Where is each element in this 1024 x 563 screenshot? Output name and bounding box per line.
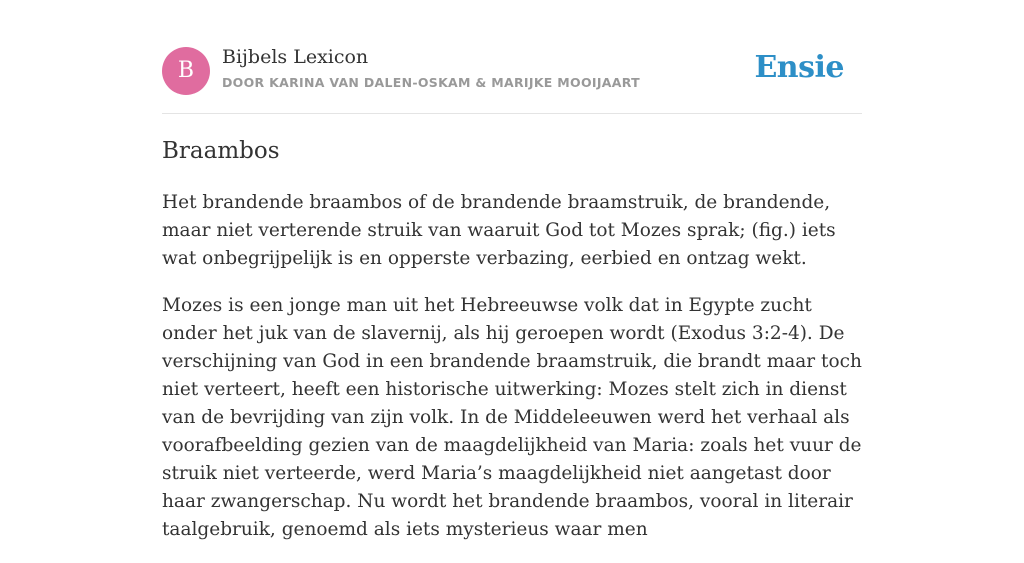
- avatar[interactable]: B: [162, 47, 210, 95]
- ensie-logo[interactable]: Ensie: [754, 50, 844, 85]
- entry-title: Braambos: [162, 138, 280, 164]
- definition-paragraph: Het brandende braambos of de brandende braamstruik, de brandende, maar niet verterende struik van waaruit God tot Mozes sprak; (fig.) iets wat onbegrijpelijk is en opperste verbazing, eerbied en ontzag wekt.: [162, 192, 836, 269]
- entry-body: [162, 189, 868, 563]
- header: [162, 46, 862, 96]
- explanation-paragraph: Mozes is een jonge man uit het Hebreeuwse volk dat in Egypte zucht onder het juk van de slavernij, als hij geroepen wordt (Exodus 3:2-4). De verschijning van God in een brandende braamstruik, die brandt maar toch niet verteert, heeft een historische uitwerking: Mozes stelt zich in dienst van de bevrijding van zijn volk. In de Middeleeuwen werd het verhaal als voorafbeelding gezien van de maagdelijkheid van Maria: zoals het vuur de struik niet verteerde, werd Maria’s maagdelijkheid niet aangetast door haar zwangerschap. Nu wordt het brandende braambos, vooral in literair taalgebruik, genoemd als iets mysterieus waar men: [162, 295, 862, 540]
- book-title[interactable]: Bijbels Lexicon: [222, 46, 369, 68]
- header-divider: [162, 113, 862, 114]
- authors-byline: DOOR KARINA VAN DALEN-OSKAM & MARIJKE MOOIJAART: [222, 75, 640, 90]
